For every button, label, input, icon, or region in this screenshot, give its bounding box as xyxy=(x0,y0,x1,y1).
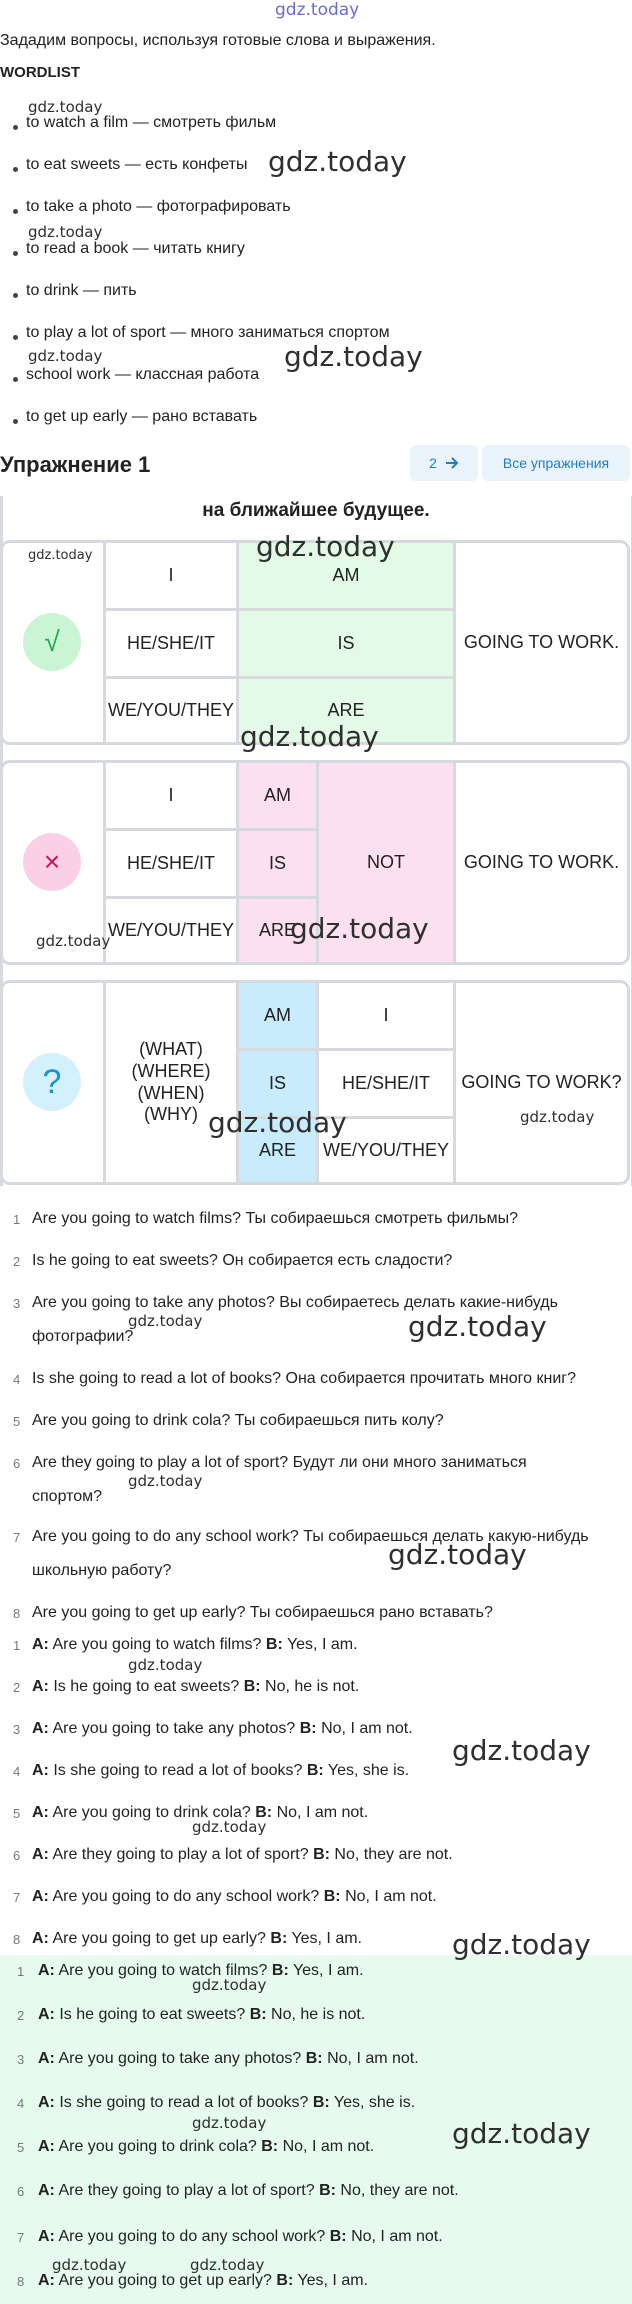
dialogue-question: Are you going to drink cola? xyxy=(52,1804,251,1821)
dialogue-number: 2 xyxy=(17,2008,25,2023)
dialogue-answer: Yes, I am. xyxy=(297,2272,368,2289)
question-line: Are you going to get up early? Ты собираешься рано вставать? xyxy=(32,1604,493,1621)
speaker-a: A: xyxy=(38,2006,55,2023)
subject-cell: HE/SHE/IT xyxy=(126,852,215,873)
watermark: gdz.today xyxy=(452,1928,591,1961)
dialogue-answer: No, I am not. xyxy=(321,1720,413,1737)
dialogue-number: 1 xyxy=(13,1638,21,1653)
wordlist-item: to play a lot of sport — много заниматься спортом xyxy=(26,324,390,341)
verb-cell: ARE xyxy=(258,1139,296,1160)
speaker-a: A: xyxy=(32,1720,49,1737)
dialogue-answer: No, I am not. xyxy=(282,2138,375,2155)
speaker-a: A: xyxy=(32,1846,49,1863)
question-number: 4 xyxy=(13,1372,21,1387)
dialogue-line xyxy=(38,2050,419,2068)
dialogue-line xyxy=(32,1930,362,1948)
dialogue-number: 8 xyxy=(17,2274,25,2289)
verb-cell: IS xyxy=(268,1072,286,1093)
verb-cell: IS xyxy=(268,852,286,873)
question-number: 6 xyxy=(13,1456,21,1471)
question-line: Is he going to eat sweets? Он собирается есть сладости? xyxy=(32,1252,453,1269)
dialogue-line xyxy=(38,2272,368,2290)
question-number: 1 xyxy=(13,1212,21,1227)
question-line: Are you going to take any photos? Вы собираетесь делать какие-нибудь xyxy=(32,1294,558,1311)
verb-cell: AM xyxy=(332,564,360,585)
wordlist-item: to read a book — читать книгу xyxy=(26,240,245,257)
verb-cell: ARE xyxy=(258,919,296,940)
question-line: школьную работу? xyxy=(32,1562,172,1579)
speaker-b: B: xyxy=(319,2182,336,2199)
speaker-b: B: xyxy=(249,2006,267,2023)
dialogue-question: Is she going to read a lot of books? xyxy=(59,2094,309,2111)
wordlist-item: to get up early — рано вставать xyxy=(26,408,258,425)
dialogue-answer: No, they are not. xyxy=(334,1846,453,1863)
watermark: gdz.today xyxy=(284,340,423,373)
next-exercise-label: 2 xyxy=(429,455,437,471)
question-line: Are they going to play a lot of sport? Будут ли они много заниматься xyxy=(32,1454,527,1471)
watermark: gdz.today xyxy=(190,2256,265,2274)
dialogue-question: Are you going to get up early? xyxy=(58,2272,272,2289)
question-line: Are you going to do any school work? Ты собираешься делать какую-нибудь xyxy=(32,1528,589,1545)
dialogue-question: Are you going to drink cola? xyxy=(58,2138,257,2155)
speaker-b: B: xyxy=(312,2094,330,2111)
question-icon: ? xyxy=(23,1053,81,1111)
subject-cell: WE/YOU/THEY xyxy=(107,699,234,720)
watermark: gdz.today xyxy=(240,720,379,753)
predicate-cell: GOING TO WORK. xyxy=(463,851,620,872)
watermark: gdz.today xyxy=(128,1472,203,1490)
speaker-a: A: xyxy=(32,1888,49,1905)
speaker-a: A: xyxy=(38,2182,55,2199)
speaker-b: B: xyxy=(265,1636,283,1653)
dialogue-line xyxy=(38,2138,374,2156)
bullet-icon xyxy=(13,125,18,130)
dialogue-question: Are you going to take any photos? xyxy=(52,1720,296,1737)
watermark: gdz.today xyxy=(128,1656,203,1674)
check-icon: √ xyxy=(23,613,81,671)
dialogue-question: Is she going to read a lot of books? xyxy=(53,1762,303,1779)
wh-words-cell: (WHAT) (WHERE) (WHEN) (WHY) xyxy=(131,1039,211,1125)
watermark: gdz.today xyxy=(268,145,407,178)
speaker-a: A: xyxy=(38,1962,55,1979)
dialogue-number: 1 xyxy=(17,1964,25,1979)
speaker-a: A: xyxy=(38,2228,55,2245)
speaker-a: A: xyxy=(32,1804,49,1821)
speaker-a: A: xyxy=(38,2050,55,2067)
subject-cell: HE/SHE/IT xyxy=(341,1072,430,1093)
bullet-icon xyxy=(13,419,18,424)
bullet-icon xyxy=(13,335,18,340)
dialogue-number: 3 xyxy=(17,2052,25,2067)
watermark: gdz.today xyxy=(408,1310,547,1343)
question-number: 5 xyxy=(13,1414,21,1429)
cross-icon: × xyxy=(23,833,81,891)
arrow-right-icon xyxy=(445,457,459,469)
all-exercises-button[interactable]: Все упражнения xyxy=(482,445,630,481)
watermark: gdz.today xyxy=(208,1106,347,1139)
speaker-a: A: xyxy=(32,1762,49,1779)
watermark: gdz.today xyxy=(290,912,429,945)
wordlist-item: school work — классная работа xyxy=(26,366,260,383)
speaker-a: A: xyxy=(32,1678,49,1695)
speaker-b: B: xyxy=(305,2050,323,2067)
verb-cell: IS xyxy=(337,632,355,653)
dialogue-question: Are they going to play a lot of sport? xyxy=(58,2182,315,2199)
bullet-icon xyxy=(13,377,18,382)
not-cell: NOT xyxy=(367,851,405,872)
question-line: Are you going to watch films? Ты собираешься смотреть фильмы? xyxy=(32,1210,519,1227)
dialogue-question: Are you going to do any school work? xyxy=(52,1888,320,1905)
dialogue-answer: No, I am not. xyxy=(327,2050,419,2067)
watermark: gdz.today xyxy=(452,1734,591,1767)
dialogue-line xyxy=(32,1888,437,1906)
dialogue-number: 6 xyxy=(13,1848,21,1863)
subject-cell: I xyxy=(168,784,174,805)
dialogue-question: Are you going to watch films? xyxy=(52,1636,262,1653)
dialogue-answer: No, they are not. xyxy=(340,2182,459,2199)
bullet-icon xyxy=(13,209,18,214)
question-table xyxy=(0,980,630,1185)
wordlist-item: to eat sweets — есть конфеты xyxy=(26,156,248,173)
wordlist-item: to drink — пить xyxy=(26,282,137,299)
verb-cell: AM xyxy=(264,784,291,805)
question-number: 8 xyxy=(13,1606,21,1621)
speaker-b: B: xyxy=(255,1804,273,1821)
verb-cell: ARE xyxy=(327,699,365,720)
dialogue-answer: No, I am not. xyxy=(276,1804,369,1821)
dialogue-answer: Yes, I am. xyxy=(286,1636,358,1653)
speaker-b: B: xyxy=(306,1762,324,1779)
dialogue-line xyxy=(32,1762,409,1780)
wordlist-item: to watch a film — смотреть фильм xyxy=(26,114,277,131)
dialogue-answer: No, I am not. xyxy=(351,2228,443,2245)
speaker-b: B: xyxy=(270,1930,288,1947)
dialogue-line xyxy=(32,1846,453,1864)
speaker-b: B: xyxy=(243,1678,261,1695)
exercise-title: Упражнение 1 xyxy=(0,452,151,477)
question-number: 7 xyxy=(13,1530,21,1545)
grammar-subtitle: на ближайшее будущее. xyxy=(202,500,430,521)
positive-table xyxy=(0,540,630,745)
wordlist-title: WORDLIST xyxy=(0,64,80,81)
dialogue-number: 5 xyxy=(13,1806,21,1821)
watermark: gdz.today xyxy=(192,1976,267,1994)
watermark: gdz.today xyxy=(28,223,103,241)
question-number: 2 xyxy=(13,1254,21,1269)
dialogue-line xyxy=(32,1678,359,1696)
watermark: gdz.today xyxy=(520,1108,595,1126)
dialogue-line xyxy=(38,2182,459,2200)
question-line: спортом? xyxy=(32,1488,103,1505)
speaker-a: A: xyxy=(38,2094,55,2111)
bullet-icon xyxy=(13,251,18,256)
dialogue-answer: Yes, she is. xyxy=(327,1762,410,1779)
watermark: gdz.today xyxy=(192,2114,267,2132)
subject-cell: WE/YOU/THEY xyxy=(107,919,234,940)
subject-cell: WE/YOU/THEY xyxy=(322,1139,449,1160)
speaker-a: A: xyxy=(32,1930,49,1947)
dialogue-number: 3 xyxy=(13,1722,21,1737)
dialogue-number: 4 xyxy=(17,2096,25,2111)
dialogue-question: Are you going to get up early? xyxy=(52,1930,266,1947)
speaker-b: B: xyxy=(261,2138,279,2155)
question-line: Are you going to drink cola? Ты собираешься пить колу? xyxy=(32,1412,444,1429)
subject-cell: I xyxy=(168,564,174,585)
dialogue-question: Are they going to play a lot of sport? xyxy=(52,1846,309,1863)
speaker-b: B: xyxy=(276,2272,294,2289)
watermark: gdz.today xyxy=(388,1538,527,1571)
watermark: gdz.today xyxy=(28,98,103,116)
bullet-icon xyxy=(13,293,18,298)
dialogue-answer: No, I am not. xyxy=(345,1888,437,1905)
dialogue-number: 5 xyxy=(17,2140,25,2155)
dialogue-answer: No, he is not. xyxy=(271,2006,366,2023)
predicate-cell: GOING TO WORK? xyxy=(461,1071,622,1092)
dialogue-number: 4 xyxy=(13,1764,21,1779)
dialogue-answer: Yes, I am. xyxy=(292,1962,364,1979)
subject-cell: I xyxy=(383,1004,389,1025)
question-number: 3 xyxy=(13,1296,21,1311)
watermark: gdz.today xyxy=(192,1818,267,1836)
dialogue-number: 2 xyxy=(13,1680,21,1695)
speaker-a: A: xyxy=(32,1636,49,1653)
dialogue-number: 6 xyxy=(17,2184,25,2199)
dialogue-line xyxy=(32,1720,413,1738)
dialogue-question: Are you going to take any photos? xyxy=(58,2050,302,2067)
predicate-cell: GOING TO WORK. xyxy=(463,631,620,652)
watermark: gdz.today xyxy=(28,347,103,365)
dialogue-answer: Yes, I am. xyxy=(291,1930,362,1947)
question-line: фотографии? xyxy=(32,1328,134,1345)
intro-text: Зададим вопросы, используя готовые слова и выражения. xyxy=(0,32,436,49)
dialogue-question: Is he going to eat sweets? xyxy=(59,2006,246,2023)
dialogue-line xyxy=(38,2006,365,2024)
watermark: gdz.today xyxy=(52,2256,127,2274)
speaker-b: B: xyxy=(299,1720,317,1737)
bullet-icon xyxy=(13,167,18,172)
dialogue-answer: No, he is not. xyxy=(265,1678,360,1695)
subject-cell: HE/SHE/IT xyxy=(126,632,215,653)
watermark: gdz.today xyxy=(128,1312,203,1330)
dialogue-line xyxy=(32,1636,358,1654)
watermark: gdz.today xyxy=(28,548,93,563)
speaker-b: B: xyxy=(313,1846,330,1863)
dialogue-question: Are you going to watch films? xyxy=(58,1962,268,1979)
question-line: Is she going to read a lot of books? Она собирается прочитать много книг? xyxy=(32,1370,576,1387)
next-exercise-button[interactable] xyxy=(410,445,478,481)
dialogue-line xyxy=(38,2228,443,2246)
dialogue-question: Are you going to do any school work? xyxy=(58,2228,326,2245)
speaker-a: A: xyxy=(38,2138,55,2155)
wordlist-item: to take a photo — фотографировать xyxy=(26,198,291,215)
dialogue-number: 7 xyxy=(17,2230,25,2245)
watermark-top: gdz.today xyxy=(275,0,360,20)
watermark: gdz.today xyxy=(452,2117,591,2150)
speaker-b: B: xyxy=(271,1962,289,1979)
dialogue-question: Is he going to eat sweets? xyxy=(53,1678,240,1695)
dialogue-number: 8 xyxy=(13,1932,21,1947)
dialogue-answer: Yes, she is. xyxy=(333,2094,416,2111)
watermark: gdz.today xyxy=(256,530,395,563)
speaker-b: B: xyxy=(323,1888,341,1905)
speaker-b: B: xyxy=(329,2228,347,2245)
verb-cell: AM xyxy=(264,1004,291,1025)
dialogue-line xyxy=(38,2094,415,2112)
dialogue-number: 7 xyxy=(13,1890,21,1905)
speaker-a: A: xyxy=(38,2272,55,2289)
watermark: gdz.today xyxy=(36,932,111,950)
